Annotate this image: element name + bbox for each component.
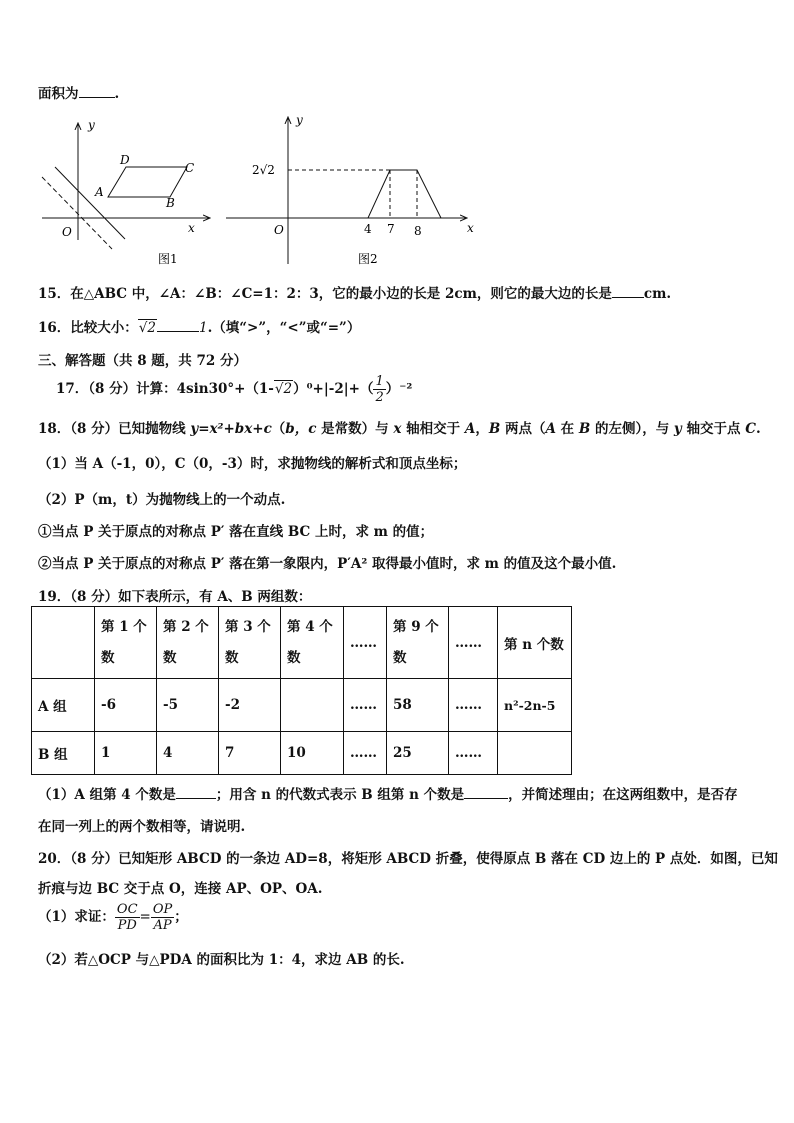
question-15: 15．在△ABC 中，∠A：∠B：∠C=1：2：3，它的最小边的长是 2cm，则它的最大边的长是 cm. — [38, 286, 672, 302]
fig1-caption: 图1 — [158, 252, 178, 266]
table-cell: …… — [449, 732, 498, 775]
fig2-caption: 图2 — [358, 252, 378, 266]
x-tick-8: 8 — [414, 224, 422, 238]
answer-blank[interactable] — [157, 319, 199, 332]
answer-blank[interactable] — [79, 85, 115, 98]
table-cell: -5 — [157, 679, 219, 732]
answer-blank[interactable] — [612, 285, 644, 298]
table-cell: -2 — [219, 679, 281, 732]
table-cell: -6 — [95, 679, 157, 732]
question-19-part-1: （1）A 组第 4 个数是 ；用含 n 的代数式表示 B 组第 n 个数是 ，并简述理由；在这两组数中，是否存 — [38, 787, 738, 803]
figure-2 — [222, 112, 477, 272]
graph-line — [288, 170, 441, 218]
question-19: 19．（8 分）如下表所示，有 A、B 两组数： — [38, 589, 312, 605]
point-B: B — [166, 196, 175, 210]
question-17: 17．（8 分）计算：4sin30°+（1-√2）⁰+|-2|+（ $\frac{1}{2}$ ）⁻² — [56, 374, 413, 405]
table-cell: 1 — [95, 732, 157, 775]
y-label: y — [296, 113, 303, 127]
table-header-cell: 第 2 个数 — [157, 607, 219, 679]
table-header-cell: …… — [344, 607, 387, 679]
table-cell: n²-2n-5 — [498, 679, 572, 732]
table-cell: …… — [449, 679, 498, 732]
answer-blank[interactable] — [176, 786, 216, 799]
table-row — [32, 679, 572, 732]
table-cell: …… — [344, 679, 387, 732]
fraction-op-ap: $\frac{OP}{AP}$ — [152, 902, 173, 933]
table-cell — [32, 607, 95, 679]
question-20-part-2: （2）若△OCP 与△PDA 的面积比为 1：4，求边 AB 的长. — [38, 952, 405, 968]
table-header-cell: …… — [449, 607, 498, 679]
fraction-half: $\frac{1}{2}$ — [375, 374, 384, 405]
table-cell: 25 — [387, 732, 449, 775]
point-D: D — [120, 153, 130, 167]
figure-1 — [30, 115, 220, 270]
parallelogram — [108, 167, 187, 197]
table-cell: 4 — [157, 732, 219, 775]
x-tick-4: 4 — [364, 222, 372, 236]
table-header-row — [32, 607, 572, 679]
q14-tail: 面积为 . — [38, 86, 120, 102]
question-16: 16．比较大小：√2 1.（填“>”，“<”或“=”） — [38, 320, 361, 336]
point-C: C — [185, 161, 195, 175]
table-cell: …… — [344, 732, 387, 775]
table-cell — [498, 732, 572, 775]
table-cell: A 组 — [32, 679, 95, 732]
x-tick-7: 7 — [387, 222, 395, 236]
table-cell: 7 — [219, 732, 281, 775]
question-20-cont: 折痕与边 BC 交于点 O，连接 AP、OP、OA. — [38, 881, 323, 897]
answer-blank[interactable] — [464, 786, 508, 799]
question-20-part-1: （1）求证： $\frac{OC}{PD}$ = $\frac{OP}{AP}$ ； — [38, 902, 188, 933]
question-20: 20．（8 分）已知矩形 ABCD 的一条边 AD=8，将矩形 ABCD 折叠，使得原点 B 落在 CD 边上的 P 点处．如图，已知 — [38, 851, 778, 867]
table-cell — [281, 679, 344, 732]
y-tick-label: 2√2 — [252, 163, 275, 177]
origin-label: O — [62, 225, 72, 239]
table-header-cell: 第 1 个数 — [95, 607, 157, 679]
table-header-cell: 第 3 个数 — [219, 607, 281, 679]
number-table — [31, 606, 572, 775]
question-18: 18．（8 分）已知抛物线 y=x²+bx+c（b，c 是常数）与 x 轴相交于 A，B 两点（A 在 B 的左侧），与 y 轴交于点 C. — [38, 421, 761, 437]
fraction-oc-pd: $\frac{OC}{PD}$ — [116, 902, 138, 933]
table-header-cell: 第 n 个数 — [498, 607, 572, 679]
x-label: x — [467, 221, 474, 235]
table-cell: 58 — [387, 679, 449, 732]
question-18-part-1: （1）当 A（-1，0），C（0，-3）时，求抛物线的解析式和顶点坐标； — [38, 456, 467, 472]
origin-label: O — [274, 223, 284, 237]
table-cell: 10 — [281, 732, 344, 775]
x-label: x — [188, 221, 195, 235]
table-header-cell: 第 4 个数 — [281, 607, 344, 679]
table-cell: B 组 — [32, 732, 95, 775]
table-header-cell: 第 9 个数 — [387, 607, 449, 679]
point-A: A — [95, 185, 104, 199]
y-label: y — [88, 118, 95, 132]
question-18-part-2a: ①当点 P 关于原点的对称点 P′ 落在直线 BC 上时，求 m 的值； — [38, 524, 434, 540]
question-18-part-2: （2）P（m，t）为抛物线上的一个动点. — [38, 492, 286, 508]
question-18-part-2b: ②当点 P 关于原点的对称点 P′ 落在第一象限内，P′A² 取得最小值时，求 m 的值及这个最小值. — [38, 556, 617, 572]
question-19-part-1-cont: 在同一列上的两个数相等，请说明. — [38, 819, 246, 835]
table-row — [32, 732, 572, 775]
section-3-heading: 三、解答题（共 8 题，共 72 分） — [38, 353, 247, 369]
